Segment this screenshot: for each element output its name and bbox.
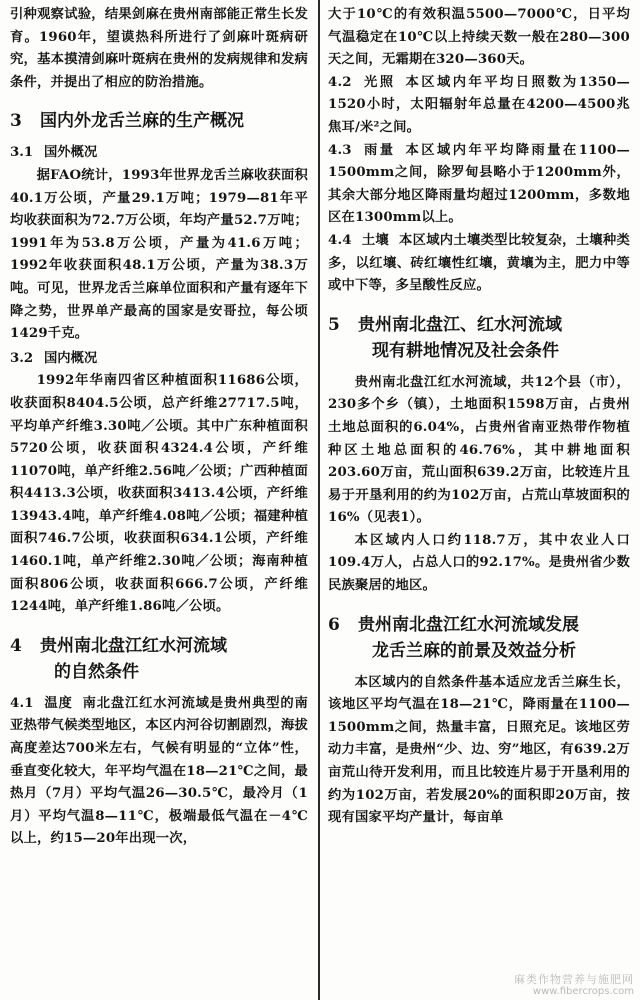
subsection-number: 4.3	[328, 142, 352, 158]
subsection-title: 国外概况	[44, 145, 98, 161]
paragraph: 大于10℃的有效积温5500—7000℃，日平均气温稳定在10℃以上持续天数一般在280—300天之间，无霜期在320—360天。	[328, 7, 630, 68]
section-4-heading	[10, 633, 308, 685]
right-column	[318, 0, 638, 1000]
paragraph-text: 本区域内年平均降雨量在1100—1500mm之间，除罗甸县略小于1200mm外，其余大部分地区降雨量均超过1200mm，多数地区在1300mm以上。	[328, 142, 630, 226]
section-title-line1: 贵州南北盘江、红水河流域	[358, 314, 562, 335]
section-title-line1: 贵州南北盘江红水河流域发展	[358, 614, 579, 635]
subsection-title: 国内概况	[44, 350, 98, 366]
section-title: 国内外龙舌兰麻的生产概况	[40, 111, 244, 132]
subsection-number: 3.2	[10, 350, 34, 366]
paragraph: 引种观察试验，结果剑麻在贵州南部能正常生长发育。1960年，望谟热科所进行了剑麻叶斑病研究，基本摸清剑麻叶斑病在贵州的发病规律和发病条件，并提出了相应的防治措施。	[10, 7, 308, 90]
subsection-title: 雨量	[361, 142, 396, 158]
section-6-heading	[328, 612, 630, 664]
paragraph-text: 本区域内土壤类型比较复杂，土壤种类多，以红壤、砖红壤性红壤，黄壤为主，肥力中等或中下等，多呈酸性反应。	[328, 232, 630, 294]
section-number: 6	[328, 614, 340, 635]
section-number: 5	[328, 314, 340, 335]
subsection-title: 温度	[43, 695, 73, 711]
section-number: 3	[10, 111, 22, 132]
subsection-number: 4.4	[328, 232, 352, 248]
paragraph-text: 本区域内年平均日照数为1350—1520小时，太阳辐射年总量在4200—4500兆焦耳/米²之间。	[328, 74, 630, 135]
watermark-name: 麻类作物营养与施肥网	[514, 973, 634, 986]
paragraph: 本区域内人口约118.7万，其中农业人口109.4万人，占总人口的92.17%。是贵州省少数民族聚居的地区。	[328, 532, 630, 594]
site-watermark	[514, 974, 634, 998]
paragraph: 1992年华南四省区种植面积11686公顷，收获面积8404.5公顷，总产纤维27717.5吨，平均单产纤维3.30吨／公顷。其中广东种植面积5720公顷，收获面积4324.4公顷，产纤维11070吨，单产纤维2.56吨／公顷；广西种植面积4413.3公顷，收获面积3413.4公顷，产纤维13943.4吨，单产纤维4.08吨／公顷；福建种植面积746.7公顷，收获面积634.1公顷，产纤维1460.1吨，单产纤维2.30吨／公顷；海南种植面积806公顷，收获面积666.7公顷，产纤维1244吨，单产纤维1.86吨／公顷。	[10, 373, 308, 615]
subsection-3-1-heading	[10, 142, 308, 165]
subsection-number: 4.2	[328, 74, 352, 90]
paragraph	[328, 72, 630, 140]
section-5-heading	[328, 312, 630, 364]
subsection-title: 土壤	[361, 232, 390, 248]
section-title-line1: 贵州南北盘江红水河流域	[40, 635, 227, 656]
paragraph	[10, 693, 308, 851]
paragraph: 据FAO统计，1993年世界龙舌兰麻收获面积40.1万公顷，产量29.1万吨；1979—81年平均收获面积为72.7万公顷，年均产量52.7万吨；1991年为53.8万公顷，产量为41.6万吨；1992年收获面积48.1万公顷，产量为38.3万吨。可见，世界龙舌兰麻单位面积和产量有逐年下降之势，世界单产最高的国家是安哥拉，每公顷1429千克。	[10, 167, 309, 342]
subsection-number: 3.1	[10, 145, 34, 161]
paragraph: 贵州南北盘江红水河流域，共12个县（市），230多个乡（镇），土地面积1598万亩，占贵州土地总面积的6.04%，占贵州省南亚热带作物植种区土地总面积的46.76%，其中耕地面积203.60万亩，荒山面积639.2万亩，比较连片且易于开垦利用的约为102万亩，占荒山草坡面积的16%（见表1）。	[328, 374, 630, 526]
subsection-3-2-heading	[10, 348, 308, 371]
watermark-url: www.fibercrops.com	[532, 986, 634, 997]
subsection-title: 光照	[361, 74, 396, 90]
paragraph-text: 南北盘江红水河流域是贵州典型的南亚热带气候类型地区，本区内河谷切割剧烈，海拔高度差达700米左右，气候有明显的“立体”性，垂直变化较大，年平均气温在18—21℃之间，最热月（7月）平均气温26—30.5℃，最冷月（1月）平均气温8—11℃，极端最低气温在－4℃以上，约15—20年出现一次，	[10, 695, 309, 847]
subsection-number: 4.1	[10, 695, 34, 711]
section-3-heading	[10, 108, 308, 134]
section-title-line2: 现有耕地情况及社会条件	[372, 340, 559, 361]
paragraph	[328, 140, 630, 230]
section-number: 4	[10, 635, 22, 656]
left-column	[0, 0, 314, 1000]
paragraph	[328, 230, 630, 298]
section-title-line2: 龙舌兰麻的前景及效益分析	[372, 640, 576, 661]
paragraph: 本区域内的自然条件基本适应龙舌兰麻生长，该地区平均气温在18—21℃，降雨量在1100—1500mm之间，热量丰富，日照充足。该地区劳动力丰富，是贵州“少、边、穷”地区，有639.2万亩荒山待开发利用，而且比较连片易于开垦利用的约为102万亩，若发展20%的面积即20万亩，按现有国家平均产量计，每亩单	[328, 674, 630, 826]
section-title-line2: 的自然条件	[54, 661, 139, 682]
